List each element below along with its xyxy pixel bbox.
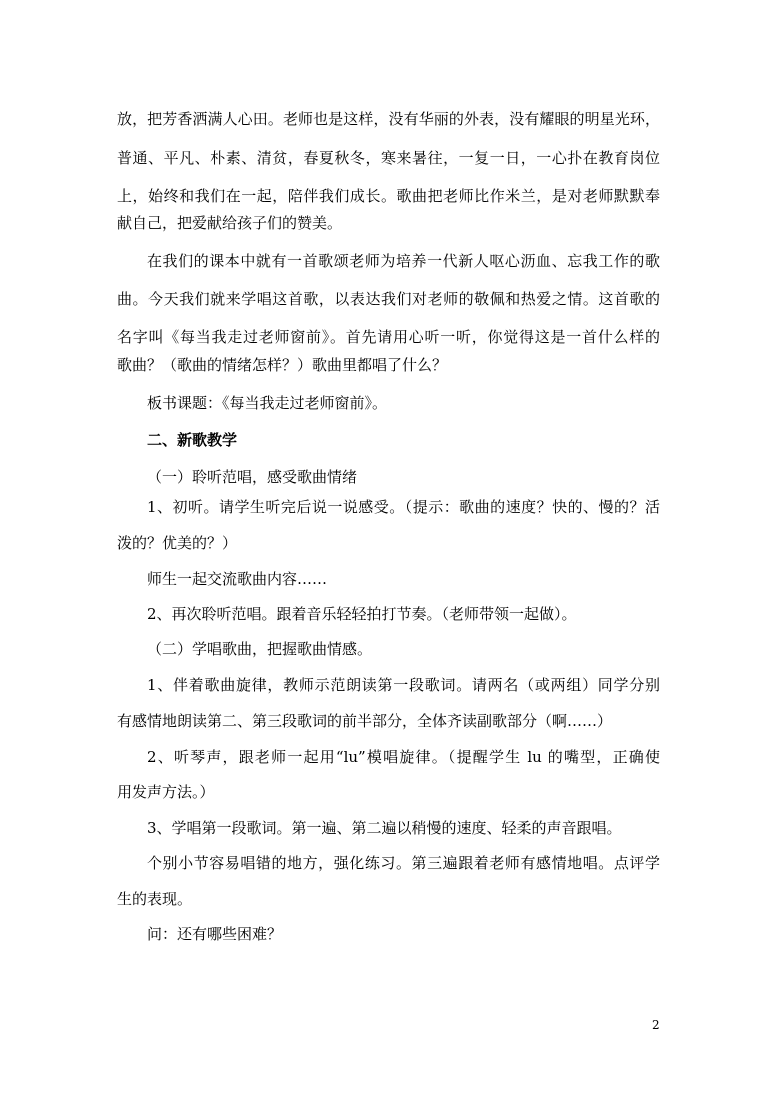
paragraph-line: 用发声方法。） <box>117 783 215 801</box>
paragraph-line: 歌曲？（歌曲的情绪怎样？）歌曲里都唱了什么？ <box>117 356 448 374</box>
paragraph-line: 放，把芳香洒满人心田。老师也是这样，没有华丽的外表，没有耀眼的明星光环， <box>117 110 660 128</box>
subsection-heading: （一）聆听范唱，感受歌曲情绪 <box>147 468 358 486</box>
paragraph-line: 曲。今天我们就来学唱这首歌，以表达我们对老师的敬佩和热爱之情。这首歌的 <box>117 290 660 308</box>
paragraph-line: 名字叫《每当我走过老师窗前》。首先请用心听一听，你觉得这是一首什么样的 <box>117 328 660 346</box>
paragraph-line: 泼的？优美的？） <box>117 534 238 552</box>
paragraph-line: 3、学唱第一段歌词。第一遍、第二遍以稍慢的速度、轻柔的声音跟唱。 <box>147 819 622 837</box>
paragraph-line: 2、听琴声，跟老师一起用“lu”模唱旋律。（提醒学生 lu 的嘴型，正确使 <box>147 748 660 766</box>
paragraph-line: 上，始终和我们在一起，陪伴我们成长。歌曲把老师比作米兰，是对老师默默奉 <box>117 187 660 205</box>
paragraph-line: 献自己，把爱献给孩子们的赞美。 <box>117 214 343 232</box>
paragraph-line: 个别小节容易唱错的地方，强化练习。第三遍跟着老师有感情地唱。点评学 <box>147 854 660 872</box>
page-number: 2 <box>652 1018 660 1032</box>
paragraph-line: 板书课题：《每当我走过老师窗前》。 <box>147 394 388 412</box>
paragraph-line: 1、初听。请学生听完后说一说感受。（提示：歌曲的速度？快的、慢的？活 <box>147 498 660 516</box>
paragraph-line: 2、再次聆听范唱。跟着音乐轻轻拍打节奏。（老师带领一起做）。 <box>147 605 577 623</box>
paragraph-line: 在我们的课本中就有一首歌颂老师为培养一代新人呕心沥血、忘我工作的歌 <box>147 252 660 270</box>
section-heading: 二、新歌教学 <box>147 431 238 449</box>
paragraph-line: 普通、平凡、朴素、清贫，春夏秋冬，寒来暑往，一复一日，一心扑在教育岗位 <box>117 149 660 167</box>
paragraph-line: 生的表现。 <box>117 890 193 908</box>
paragraph-line: 1、伴着歌曲旋律，教师示范朗读第一段歌词。请两名（或两组）同学分别 <box>147 676 660 694</box>
paragraph-line: 有感情地朗读第二、第三段歌词的前半部分，全体齐读副歌部分（啊……） <box>117 712 613 730</box>
subsection-heading: （二）学唱歌曲，把握歌曲情感。 <box>147 640 373 658</box>
paragraph-line: 师生一起交流歌曲内容…… <box>147 570 328 588</box>
paragraph-line: 问：还有哪些困难？ <box>147 925 283 943</box>
